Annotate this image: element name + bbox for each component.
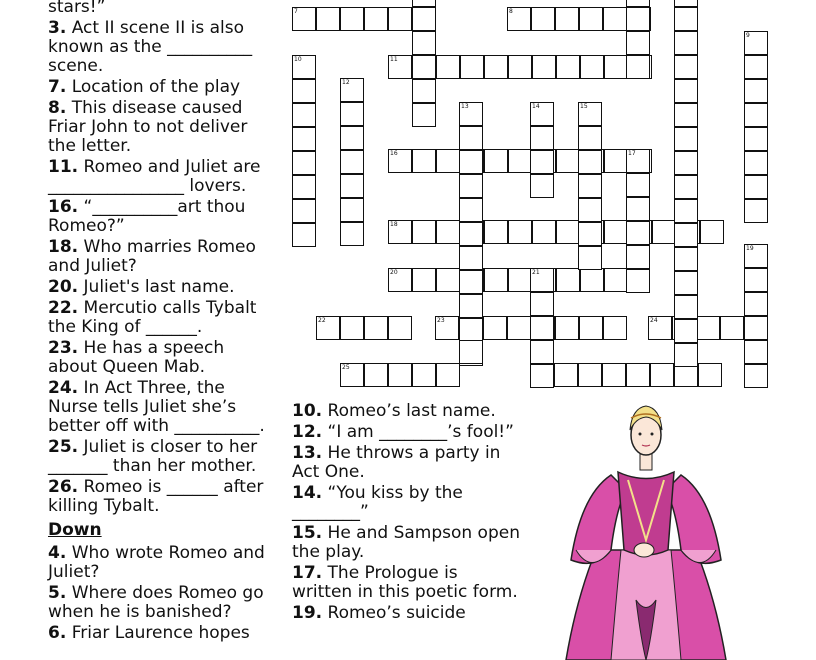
grid-number: 18 bbox=[390, 221, 398, 228]
grid-cell[interactable] bbox=[578, 363, 602, 387]
grid-cell[interactable] bbox=[604, 268, 628, 292]
grid-cell[interactable] bbox=[604, 55, 628, 79]
clue-text: stars!” bbox=[48, 0, 106, 17]
grid-cell[interactable] bbox=[674, 0, 698, 7]
grid-cell[interactable] bbox=[674, 151, 698, 175]
grid-number: 8 bbox=[509, 8, 513, 15]
juliet-illustration bbox=[556, 400, 736, 660]
grid-cell[interactable] bbox=[744, 103, 768, 127]
grid-number: 12 bbox=[342, 79, 350, 86]
grid-cell[interactable] bbox=[532, 55, 556, 79]
grid-cell[interactable] bbox=[412, 31, 436, 55]
grid-cell[interactable] bbox=[530, 316, 554, 340]
grid-cell[interactable] bbox=[292, 79, 316, 103]
grid-cell[interactable] bbox=[626, 221, 650, 245]
grid-cell[interactable] bbox=[674, 103, 698, 127]
grid-cell[interactable] bbox=[674, 79, 698, 103]
grid-cell[interactable] bbox=[602, 363, 626, 387]
clue-item bbox=[48, 478, 274, 516]
grid-cell[interactable] bbox=[508, 268, 532, 292]
clue-text: Romeo is ______ after killing Tybalt. bbox=[48, 477, 264, 516]
grid-cell[interactable] bbox=[578, 102, 602, 126]
clue-item bbox=[48, 624, 274, 643]
grid-cell[interactable] bbox=[436, 220, 460, 244]
grid-cell[interactable] bbox=[744, 55, 768, 79]
grid-cell[interactable] bbox=[626, 55, 650, 79]
grid-number: 7 bbox=[294, 8, 298, 15]
grid-cell[interactable] bbox=[555, 316, 579, 340]
grid-cell[interactable] bbox=[412, 103, 436, 127]
clue-text: Romeo’s suicide bbox=[327, 603, 466, 623]
grid-number: 16 bbox=[390, 150, 398, 157]
grid-cell[interactable] bbox=[530, 292, 554, 316]
clue-number: 6. bbox=[48, 623, 67, 643]
grid-cell[interactable] bbox=[459, 340, 483, 364]
grid-cell[interactable] bbox=[626, 245, 650, 269]
clue-text: Location of the play bbox=[71, 77, 241, 97]
grid-cell[interactable] bbox=[700, 220, 724, 244]
grid-cell[interactable] bbox=[556, 268, 580, 292]
grid-cell[interactable] bbox=[292, 127, 316, 151]
clue-number: 7. bbox=[48, 77, 67, 97]
grid-cell[interactable] bbox=[674, 343, 698, 367]
grid-cell[interactable] bbox=[388, 149, 412, 173]
grid-cell[interactable] bbox=[604, 220, 628, 244]
clue-number: 17. bbox=[292, 563, 323, 583]
grid-number: 15 bbox=[580, 103, 588, 110]
clue-number: 25. bbox=[48, 437, 79, 457]
grid-cell[interactable] bbox=[316, 316, 340, 340]
clue-text: Where does Romeo go when he is banished? bbox=[48, 583, 264, 622]
clue-text: The Prologue is written in this poetic form. bbox=[292, 563, 518, 602]
grid-cell[interactable] bbox=[459, 294, 483, 318]
grid-cell[interactable] bbox=[556, 149, 580, 173]
clue-item bbox=[48, 544, 274, 582]
clue-number: 22. bbox=[48, 298, 79, 318]
grid-cell[interactable] bbox=[459, 318, 483, 342]
grid-cell[interactable] bbox=[340, 198, 364, 222]
clue-text: He throws a party in Act One. bbox=[292, 443, 501, 482]
grid-cell[interactable] bbox=[292, 223, 316, 247]
grid-cell[interactable] bbox=[578, 198, 602, 222]
grid-cell[interactable] bbox=[555, 7, 579, 31]
grid-cell[interactable] bbox=[744, 268, 768, 292]
grid-cell[interactable] bbox=[412, 55, 436, 79]
grid-number: 11 bbox=[390, 56, 398, 63]
grid-cell[interactable] bbox=[626, 363, 650, 387]
clue-number: 20. bbox=[48, 277, 79, 297]
grid-cell[interactable] bbox=[530, 268, 554, 292]
grid-cell[interactable] bbox=[459, 270, 483, 294]
down-heading: Down bbox=[48, 520, 102, 540]
grid-cell[interactable] bbox=[388, 7, 412, 31]
grid-cell[interactable] bbox=[744, 316, 768, 340]
clue-item bbox=[292, 604, 522, 623]
grid-number: 13 bbox=[461, 103, 469, 110]
grid-number: 23 bbox=[437, 317, 445, 324]
grid-cell[interactable] bbox=[340, 363, 364, 387]
grid-cell[interactable] bbox=[626, 31, 650, 55]
grid-cell[interactable] bbox=[388, 55, 412, 79]
clue-text: Who marries Romeo and Juliet? bbox=[48, 237, 256, 276]
grid-cell[interactable] bbox=[340, 174, 364, 198]
clue-number: 3. bbox=[48, 18, 67, 38]
grid-number: 14 bbox=[532, 103, 540, 110]
grid-cell[interactable] bbox=[744, 199, 768, 223]
clue-number: 26. bbox=[48, 477, 79, 497]
clue-text: Act II scene II is also known as the __________ scene. bbox=[48, 18, 253, 76]
grid-cell[interactable] bbox=[340, 150, 364, 174]
grid-cell[interactable] bbox=[674, 199, 698, 223]
clue-number: 19. bbox=[292, 603, 323, 623]
grid-cell[interactable] bbox=[292, 175, 316, 199]
clue-text: Juliet's last name. bbox=[83, 277, 235, 297]
grid-cell[interactable] bbox=[530, 174, 554, 198]
grid-cell[interactable] bbox=[459, 126, 483, 150]
grid-number: 22 bbox=[318, 317, 326, 324]
grid-cell[interactable] bbox=[388, 268, 412, 292]
grid-number: 24 bbox=[650, 317, 658, 324]
grid-cell[interactable] bbox=[459, 198, 483, 222]
grid-cell[interactable] bbox=[460, 55, 484, 79]
grid-cell[interactable] bbox=[648, 316, 672, 340]
grid-cell[interactable] bbox=[483, 316, 507, 340]
grid-cell[interactable] bbox=[698, 363, 722, 387]
grid-cell[interactable] bbox=[674, 247, 698, 271]
clue-text: He and Sampson open the play. bbox=[292, 523, 520, 562]
grid-cell[interactable] bbox=[340, 102, 364, 126]
grid-cell[interactable] bbox=[507, 7, 531, 31]
grid-cell[interactable] bbox=[626, 0, 650, 7]
grid-cell[interactable] bbox=[459, 102, 483, 126]
grid-cell[interactable] bbox=[578, 126, 602, 150]
grid-cell[interactable] bbox=[579, 7, 603, 31]
grid-cell[interactable] bbox=[674, 319, 698, 343]
grid-cell[interactable] bbox=[696, 316, 720, 340]
grid-cell[interactable] bbox=[530, 150, 554, 174]
grid-cell[interactable] bbox=[578, 150, 602, 174]
grid-cell[interactable] bbox=[530, 340, 554, 364]
grid-cell[interactable] bbox=[484, 268, 508, 292]
grid-cell[interactable] bbox=[292, 199, 316, 223]
grid-cell[interactable] bbox=[532, 220, 556, 244]
grid-cell[interactable] bbox=[626, 149, 650, 173]
grid-cell[interactable] bbox=[484, 220, 508, 244]
grid-cell[interactable] bbox=[508, 55, 532, 79]
grid-cell[interactable] bbox=[436, 268, 460, 292]
grid-number: 25 bbox=[342, 364, 350, 371]
clue-number: 23. bbox=[48, 338, 79, 358]
clue-item bbox=[292, 524, 522, 562]
grid-cell[interactable] bbox=[603, 316, 627, 340]
grid-cell[interactable] bbox=[484, 55, 508, 79]
clue-text: “You kiss by the ________” bbox=[292, 483, 463, 522]
clue-number: 15. bbox=[292, 523, 323, 543]
grid-cell[interactable] bbox=[459, 222, 483, 246]
grid-cell[interactable] bbox=[720, 316, 744, 340]
clue-item bbox=[292, 444, 522, 482]
clue-item bbox=[292, 484, 522, 522]
grid-cell[interactable] bbox=[412, 7, 436, 31]
grid-cell[interactable] bbox=[412, 363, 436, 387]
grid-cell[interactable] bbox=[508, 149, 532, 173]
grid-cell[interactable] bbox=[340, 7, 364, 31]
grid-cell[interactable] bbox=[554, 363, 578, 387]
clue-number: 13. bbox=[292, 443, 323, 463]
grid-cell[interactable] bbox=[436, 363, 460, 387]
clue-item bbox=[48, 584, 274, 622]
grid-cell[interactable] bbox=[292, 151, 316, 175]
grid-cell[interactable] bbox=[364, 316, 388, 340]
clue-number: 24. bbox=[48, 378, 79, 398]
grid-cell[interactable] bbox=[435, 316, 459, 340]
grid-cell[interactable] bbox=[340, 126, 364, 150]
grid-cell[interactable] bbox=[556, 220, 580, 244]
grid-cell[interactable] bbox=[412, 79, 436, 103]
grid-cell[interactable] bbox=[388, 316, 412, 340]
grid-cell[interactable] bbox=[459, 246, 483, 270]
clue-text: Who wrote Romeo and Juliet? bbox=[48, 543, 265, 582]
grid-cell[interactable] bbox=[744, 175, 768, 199]
clue-text: Juliet is closer to her _______ than her mother. bbox=[48, 437, 258, 476]
grid-cell[interactable] bbox=[364, 7, 388, 31]
grid-cell[interactable] bbox=[530, 364, 554, 388]
grid-cell[interactable] bbox=[674, 127, 698, 151]
grid-cell[interactable] bbox=[436, 149, 460, 173]
clue-item bbox=[292, 402, 522, 421]
grid-cell[interactable] bbox=[603, 7, 627, 31]
grid-cell[interactable] bbox=[580, 268, 604, 292]
grid-cell[interactable] bbox=[292, 55, 316, 79]
clue-item bbox=[292, 423, 522, 442]
grid-cell[interactable] bbox=[744, 340, 768, 364]
clue-number: 18. bbox=[48, 237, 79, 257]
grid-cell[interactable] bbox=[316, 7, 340, 31]
clue-number: 5. bbox=[48, 583, 67, 603]
grid-cell[interactable] bbox=[674, 223, 698, 247]
grid-cell[interactable] bbox=[674, 175, 698, 199]
clue-text: “I am ________’s fool!” bbox=[327, 422, 514, 442]
grid-cell[interactable] bbox=[340, 222, 364, 246]
clue-number: 10. bbox=[292, 401, 323, 421]
grid-cell[interactable] bbox=[388, 363, 412, 387]
down-clues bbox=[292, 402, 522, 625]
grid-cell[interactable] bbox=[744, 292, 768, 316]
grid-cell[interactable] bbox=[412, 0, 436, 7]
clue-text: “__________art thou Romeo?” bbox=[48, 197, 246, 236]
grid-number: 19 bbox=[746, 245, 754, 252]
clue-text: Romeo’s last name. bbox=[327, 401, 496, 421]
clue-text: This disease caused Friar John to not deliver the letter. bbox=[48, 98, 248, 156]
grid-number: 20 bbox=[390, 269, 398, 276]
grid-cell[interactable] bbox=[652, 220, 676, 244]
grid-cell[interactable] bbox=[580, 55, 604, 79]
clue-text: He has a speech about Queen Mab. bbox=[48, 338, 225, 377]
grid-cell[interactable] bbox=[459, 174, 483, 198]
clue-number: 16. bbox=[48, 197, 79, 217]
clue-text: Romeo and Juliet are ________________ lovers. bbox=[48, 157, 261, 196]
grid-cell[interactable] bbox=[744, 127, 768, 151]
grid-cell[interactable] bbox=[556, 55, 580, 79]
grid-cell[interactable] bbox=[530, 126, 554, 150]
grid-cell[interactable] bbox=[530, 102, 554, 126]
grid-cell[interactable] bbox=[674, 7, 698, 31]
clue-number: 14. bbox=[292, 483, 323, 503]
clue-text: In Act Three, the Nurse tells Juliet she’s better off with __________. bbox=[48, 378, 265, 436]
grid-cell[interactable] bbox=[436, 55, 460, 79]
clue-text: Mercutio calls Tybalt the King of ______. bbox=[48, 298, 257, 337]
grid-cell[interactable] bbox=[626, 7, 650, 31]
grid-cell[interactable] bbox=[507, 316, 531, 340]
grid-cell[interactable] bbox=[484, 149, 508, 173]
grid-cell[interactable] bbox=[674, 271, 698, 295]
grid-cell[interactable] bbox=[578, 222, 602, 246]
grid-number: 9 bbox=[746, 32, 750, 39]
grid-cell[interactable] bbox=[744, 31, 768, 55]
grid-number: 10 bbox=[294, 56, 302, 63]
grid-cell[interactable] bbox=[626, 269, 650, 293]
grid-cell[interactable] bbox=[744, 151, 768, 175]
grid-cell[interactable] bbox=[674, 55, 698, 79]
grid-cell[interactable] bbox=[412, 149, 436, 173]
grid-cell[interactable] bbox=[459, 150, 483, 174]
grid-cell[interactable] bbox=[744, 244, 768, 268]
grid-cell[interactable] bbox=[508, 220, 532, 244]
clue-number: 12. bbox=[292, 422, 323, 442]
grid-cell[interactable] bbox=[674, 295, 698, 319]
grid-cell[interactable] bbox=[412, 220, 436, 244]
grid-cell[interactable] bbox=[604, 149, 628, 173]
grid-cell[interactable] bbox=[292, 7, 316, 31]
grid-cell[interactable] bbox=[626, 197, 650, 221]
grid-cell[interactable] bbox=[364, 363, 388, 387]
grid-cell[interactable] bbox=[292, 103, 316, 127]
grid-cell[interactable] bbox=[744, 364, 768, 388]
clue-number: 8. bbox=[48, 98, 67, 118]
grid-cell[interactable] bbox=[412, 268, 436, 292]
grid-cell[interactable] bbox=[626, 173, 650, 197]
clue-number: 4. bbox=[48, 543, 67, 563]
grid-cell[interactable] bbox=[578, 174, 602, 198]
grid-cell[interactable] bbox=[674, 31, 698, 55]
grid-cell[interactable] bbox=[650, 363, 674, 387]
grid-cell[interactable] bbox=[340, 316, 364, 340]
grid-cell[interactable] bbox=[578, 246, 602, 270]
grid-number: 21 bbox=[532, 269, 540, 276]
grid-cell[interactable] bbox=[388, 220, 412, 244]
grid-cell[interactable] bbox=[579, 316, 603, 340]
grid-cell[interactable] bbox=[744, 79, 768, 103]
grid-cell[interactable] bbox=[531, 7, 555, 31]
grid-cell[interactable] bbox=[340, 78, 364, 102]
clue-item bbox=[48, 438, 274, 476]
clue-item bbox=[292, 564, 522, 602]
clue-number: 11. bbox=[48, 157, 79, 177]
grid-number: 17 bbox=[628, 150, 636, 157]
clue-text: Friar Laurence hopes bbox=[71, 623, 250, 643]
